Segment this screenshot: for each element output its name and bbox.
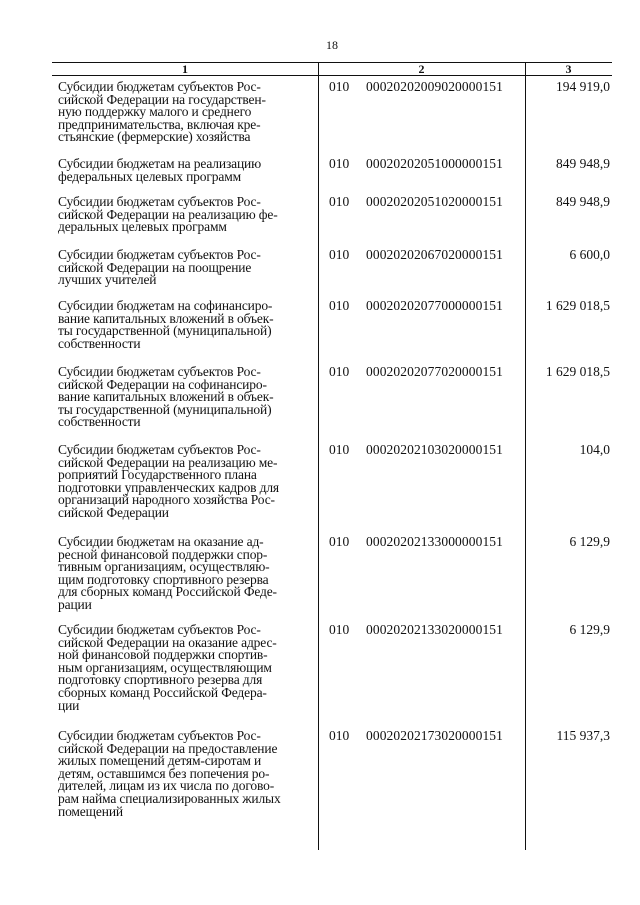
chapter-code: 010 [329, 728, 350, 743]
chapter-code: 010 [329, 79, 350, 94]
budget-class-code: 00020202103020000151 [366, 442, 503, 457]
amount: 6 600,0 [569, 247, 610, 262]
subsidy-name: Субсидии бюджетам субъектов Рос- сийской Федерации на реализацию ме- роприятий Государственного плана подготовки управленческих кадров для организаций народного хозяйства Рос- сийской Федерации [58, 442, 279, 520]
amount: 1 629 018,5 [545, 298, 610, 313]
chapter-code: 010 [329, 364, 350, 379]
amount: 6 129,9 [569, 534, 610, 549]
header-col-2: 2 [418, 62, 425, 76]
amount: 6 129,9 [569, 622, 610, 637]
chapter-code: 010 [329, 156, 350, 171]
budget-class-code: 00020202067020000151 [366, 247, 503, 262]
header-col-3: 3 [565, 62, 572, 76]
amount: 115 937,3 [556, 728, 610, 743]
chapter-code: 010 [329, 442, 350, 457]
subsidy-name: Субсидии бюджетам субъектов Рос- сийской Федерации на поощрение лучших учителей [58, 247, 261, 288]
chapter-code: 010 [329, 622, 350, 637]
budget-class-code: 00020202051020000151 [366, 194, 503, 209]
subsidy-name: Субсидии бюджетам субъектов Рос- сийской Федерации на реализацию фе- деральных целевых программ [58, 194, 278, 235]
chapter-code: 010 [329, 534, 350, 549]
chapter-code: 010 [329, 247, 350, 262]
budget-class-code: 00020202009020000151 [366, 79, 503, 94]
budget-class-code: 00020202077020000151 [366, 364, 503, 379]
subsidy-name: Субсидии бюджетам на реализацию федеральных целевых программ [58, 156, 262, 184]
page-number: 18 [326, 38, 338, 52]
budget-class-code: 00020202051000000151 [366, 156, 503, 171]
header-col-1: 1 [182, 62, 188, 76]
budget-class-code: 00020202133020000151 [366, 622, 503, 637]
amount: 849 948,9 [556, 156, 610, 171]
subsidy-name: Субсидии бюджетам субъектов Рос- сийской Федерации на государствен- ную поддержку малого и среднего предпринимательства, включая кре- стьянские (фермерские) хозяйства [58, 79, 266, 145]
chapter-code: 010 [329, 298, 350, 313]
amount: 849 948,9 [556, 194, 610, 209]
subsidy-name: Субсидии бюджетам на софинансиро- вание капитальных вложений в объек- ты государственной (муниципальной) собственности [58, 298, 274, 351]
subsidy-name: Субсидии бюджетам субъектов Рос- сийской Федерации на оказание адрес- ной финансовой поддержки спортив- ным организациям, осуществляющим подготовку спортивного резерва для сборных команд Российской Федера- ции [58, 622, 277, 713]
subsidy-name: Субсидии бюджетам на оказание ад- ресной финансовой поддержки спор- тивным организациям, осуществляю- щим подготовку спортивного резерва для сборных команд Российской Феде- рации [58, 534, 277, 612]
budget-class-code: 00020202077000000151 [366, 298, 503, 313]
column-divider-1 [318, 62, 319, 850]
amount: 104,0 [579, 442, 610, 457]
budget-class-code: 00020202133000000151 [366, 534, 503, 549]
budget-class-code: 00020202173020000151 [366, 728, 503, 743]
subsidy-name: Субсидии бюджетам субъектов Рос- сийской Федерации на предоставление жилых помещений детям-сиротам и детям, оставшимся без попечения ро- дителей, лицам из их числа по догово- рам найма специализированных жилых помещений [58, 728, 281, 819]
amount: 194 919,0 [556, 79, 610, 94]
subsidy-name: Субсидии бюджетам субъектов Рос- сийской Федерации на софинансиро- вание капитальных вложений в объек- ты государственной (муниципальной) собственности [58, 364, 274, 430]
amount: 1 629 018,5 [545, 364, 610, 379]
chapter-code: 010 [329, 194, 350, 209]
